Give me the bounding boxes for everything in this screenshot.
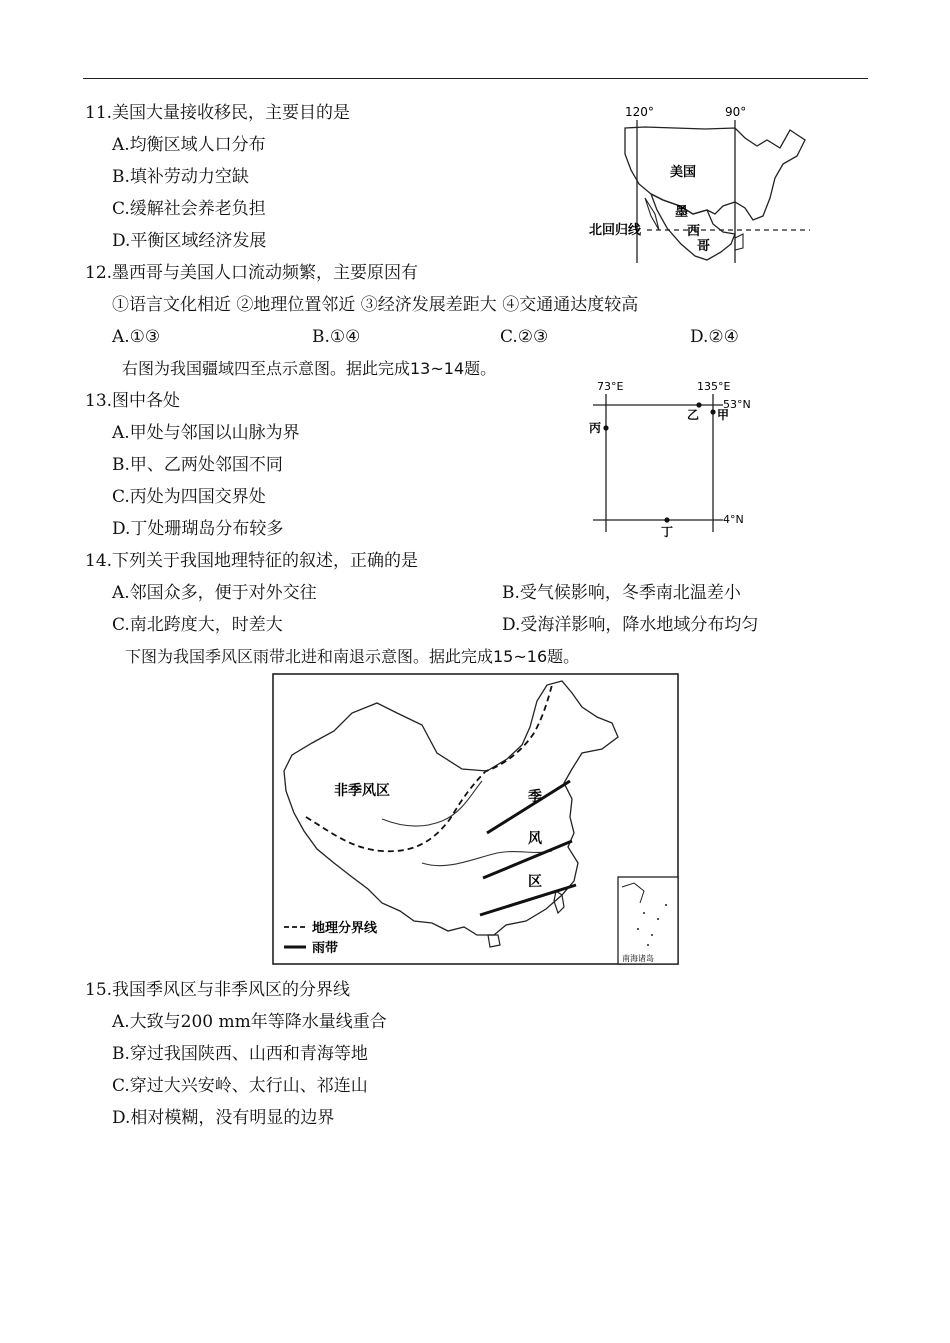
q15-option-b[interactable]: B.穿过我国陕西、山西和青海等地	[112, 1044, 368, 1064]
q12-stem: 12.墨西哥与美国人口流动频繁，主要原因有	[85, 263, 419, 283]
extreme-points-map	[583, 372, 763, 542]
q12-option-c[interactable]: C.②③	[500, 327, 549, 347]
q12-statements: ①语言文化相近 ②地理位置邻近 ③经济发展差距大 ④交通通达度较高	[112, 295, 639, 315]
q12-option-d[interactable]: D.②④	[690, 327, 739, 347]
map2-label-yi: 乙	[687, 408, 700, 422]
inset-label: 南海诸岛	[622, 954, 654, 963]
south-china-sea-inset	[618, 877, 678, 964]
point-bing	[603, 425, 608, 430]
map1-tropic-label: 北回归线	[589, 223, 642, 238]
legend-rain-belt: 雨带	[312, 941, 339, 956]
map1-usa-label: 美国	[670, 165, 697, 180]
map1-mexico-char3: 哥	[697, 239, 711, 254]
map2-lon-west: 73°E	[597, 380, 624, 393]
intro-15-16: 下图为我国季风区雨带北进和南退示意图。据此完成15~16题。	[125, 647, 580, 666]
intro-13-14: 右图为我国疆域四至点示意图。据此完成13~14题。	[122, 359, 497, 378]
map1-lon2: 90°	[725, 105, 747, 119]
point-yi	[696, 402, 701, 407]
q13-option-c[interactable]: C.丙处为四国交界处	[112, 487, 266, 507]
map2-lat-north: 53°N	[723, 398, 751, 411]
north-america-map	[585, 98, 815, 268]
q14-option-a[interactable]: A.邻国众多，便于对外交往	[112, 583, 317, 603]
monsoon-map	[272, 673, 679, 965]
map1-mexico-char1: 墨	[675, 205, 689, 220]
q12-option-b[interactable]: B.①④	[312, 327, 361, 347]
q14-option-c[interactable]: C.南北跨度大，时差大	[112, 615, 283, 635]
q11-option-d[interactable]: D.平衡区域经济发展	[112, 231, 267, 251]
q14-option-b[interactable]: B.受气候影响，冬季南北温差小	[502, 583, 741, 603]
map2-label-jia: 甲	[717, 408, 730, 422]
label-monsoon-ji: 季	[528, 789, 542, 805]
label-monsoon-qu: 区	[528, 874, 542, 890]
legend-boundary: 地理分界线	[312, 921, 378, 936]
q12-option-a[interactable]: A.①③	[112, 327, 161, 347]
point-ding	[664, 517, 669, 522]
map2-label-ding: 丁	[661, 525, 674, 539]
q15-option-c[interactable]: C.穿过大兴安岭、太行山、祁连山	[112, 1076, 368, 1096]
map2-lon-east: 135°E	[697, 380, 731, 393]
usa-outline	[625, 127, 805, 220]
header-rule	[83, 78, 868, 79]
q14-option-d[interactable]: D.受海洋影响，降水地域分布均匀	[502, 615, 759, 635]
q11-stem: 11.美国大量接收移民，主要目的是	[85, 103, 351, 123]
q15-option-a[interactable]: A.大致与200 mm年等降水量线重合	[112, 1012, 387, 1032]
point-jia	[710, 409, 715, 414]
q13-stem: 13.图中各处	[85, 391, 181, 411]
q15-stem: 15.我国季风区与非季风区的分界线	[85, 980, 351, 1000]
q14-stem: 14.下列关于我国地理特征的叙述，正确的是	[85, 551, 419, 571]
q13-option-d[interactable]: D.丁处珊瑚岛分布较多	[112, 519, 284, 539]
q15-option-d[interactable]: D.相对模糊，没有明显的边界	[112, 1108, 335, 1128]
map1-lon1: 120°	[625, 105, 654, 119]
q13-option-a[interactable]: A.甲处与邻国以山脉为界	[112, 423, 300, 443]
map1-mexico-char2: 西	[687, 224, 701, 239]
map2-lat-south: 4°N	[723, 513, 744, 526]
label-non-monsoon: 非季风区	[334, 783, 390, 799]
q11-option-a[interactable]: A.均衡区域人口分布	[112, 135, 266, 155]
map2-label-bing: 丙	[589, 421, 602, 435]
q11-option-b[interactable]: B.填补劳动力空缺	[112, 167, 249, 187]
label-monsoon-feng: 风	[528, 831, 542, 847]
q11-option-c[interactable]: C.缓解社会养老负担	[112, 199, 266, 219]
q13-option-b[interactable]: B.甲、乙两处邻国不同	[112, 455, 283, 475]
